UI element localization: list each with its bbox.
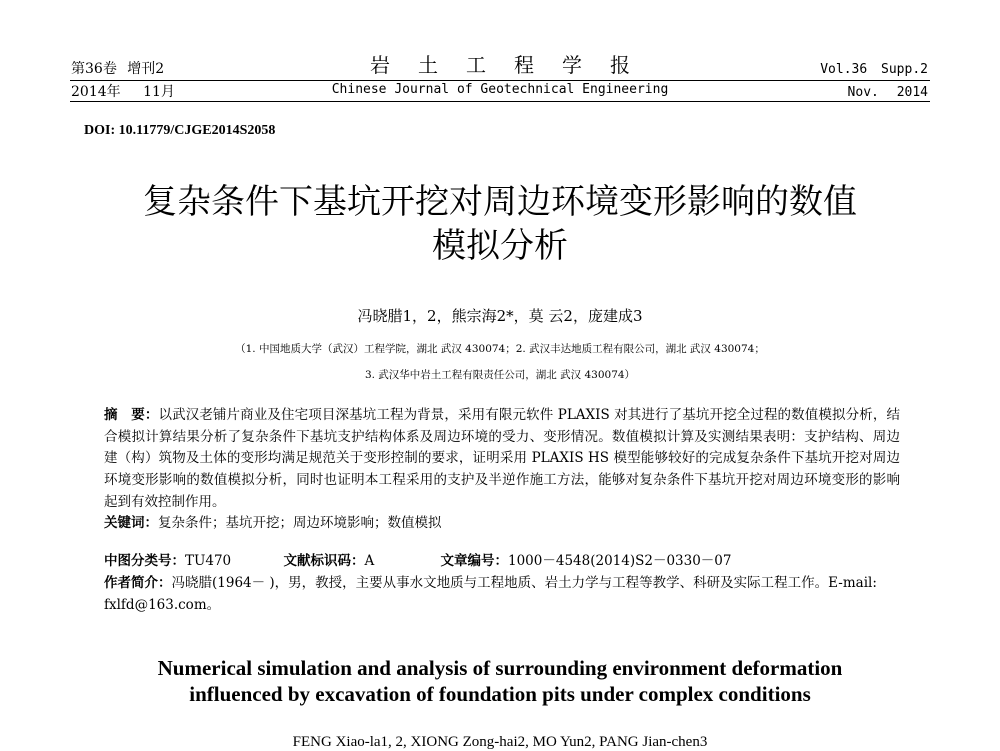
article-no-label: 文章编号： xyxy=(440,553,508,569)
supplement-en: Supp.2 xyxy=(881,62,928,77)
abstract-text: 以武汉老铺片商业及住宅项目深基坑工程为背景，采用有限元软件 PLAXIS 对其进行了基坑开挖全过程的数值模拟分析，结合模拟计算结果分析了复杂条件下基坑支护结构体系及周边环境的受力、变形情况。数值模拟计算及实测结果表明：支护结构、周边建（构）筑物及土体的变形均满足规范关于变形控制的要求，证明采用 PLAXIS HS 模型能够较好的完成复杂条件下基坑开挖对周边环境变形影响的数值模拟分析，同时也证明本工程采用的支护及半逆作施工方法，能够对复杂条件下基坑开挖对周边环境变形的影响起到有效控制作用。 xyxy=(104,407,900,510)
keywords xyxy=(104,513,442,535)
title-cn xyxy=(80,180,920,268)
title-cn-line2: 模拟分析 xyxy=(432,226,568,266)
title-en-line1: Numerical simulation and analysis of surrounding environment deformation xyxy=(157,656,843,680)
volume-cn: 第36卷 xyxy=(71,61,117,77)
header-journal xyxy=(330,50,670,100)
clc-label: 中图分类号： xyxy=(104,553,185,569)
clc-value: TU470 xyxy=(185,553,232,569)
author-bio-label: 作者简介： xyxy=(104,575,172,591)
classification xyxy=(104,551,731,573)
doi[interactable]: DOI: 10.11779/CJGE2014S2058 xyxy=(84,123,276,138)
abstract xyxy=(104,405,900,514)
abstract-label: 摘 要： xyxy=(104,407,159,423)
authors-en: FENG Xiao-la1, 2, XIONG Zong-hai2, MO Yun2, PANG Jian-chen3 xyxy=(292,734,708,750)
keywords-label: 关键词： xyxy=(104,515,158,531)
title-cn-line1: 复杂条件下基坑开挖对周边环境变形影响的数值 xyxy=(143,182,857,222)
header-rule-top xyxy=(70,80,930,81)
authors-cn: 冯晓腊1，2，熊宗海2*，莫 云2，庞建成3 xyxy=(357,307,643,325)
volume-en: Vol.36 xyxy=(820,62,868,77)
keywords-text: 复杂条件；基坑开挖；周边环境影响；数值模拟 xyxy=(158,515,442,531)
title-en-line2: influenced by excavation of foundation pits under complex conditions xyxy=(189,682,811,706)
header-right xyxy=(820,58,928,104)
journal-name-cn: 岩土工程学报 xyxy=(370,53,658,77)
year-en: 2014 xyxy=(896,85,928,100)
year-cn: 2014年 xyxy=(71,84,121,100)
month-cn: 11月 xyxy=(143,84,175,100)
doc-code-value: A xyxy=(364,553,375,569)
header-left xyxy=(71,58,175,104)
affiliation-line1: （1. 中国地质大学（武汉）工程学院，湖北 武汉 430074；2. 武汉丰达地质工程有限公司，湖北 武汉 430074； xyxy=(235,343,765,355)
author-bio xyxy=(104,573,900,616)
article-no-value: 1000－4548(2014)S2－0330－07 xyxy=(508,553,732,569)
doc-code-label: 文献标识码： xyxy=(283,553,365,569)
journal-name-en: Chinese Journal of Geotechnical Engineering xyxy=(331,82,669,97)
title-en xyxy=(60,655,940,707)
supplement-cn: 增刊2 xyxy=(127,61,165,77)
author-bio-text: 冯晓腊(1964－ )，男，教授，主要从事水文地质与工程地质、岩土力学与工程等教学、科研及实际工程工作。E-mail: fxlfd@163.com。 xyxy=(104,575,877,613)
month-en: Nov. xyxy=(847,85,879,100)
affiliation-line2: 3. 武汉华中岩土工程有限责任公司，湖北 武汉 430074） xyxy=(364,369,636,381)
header-rule-bottom xyxy=(70,101,930,102)
